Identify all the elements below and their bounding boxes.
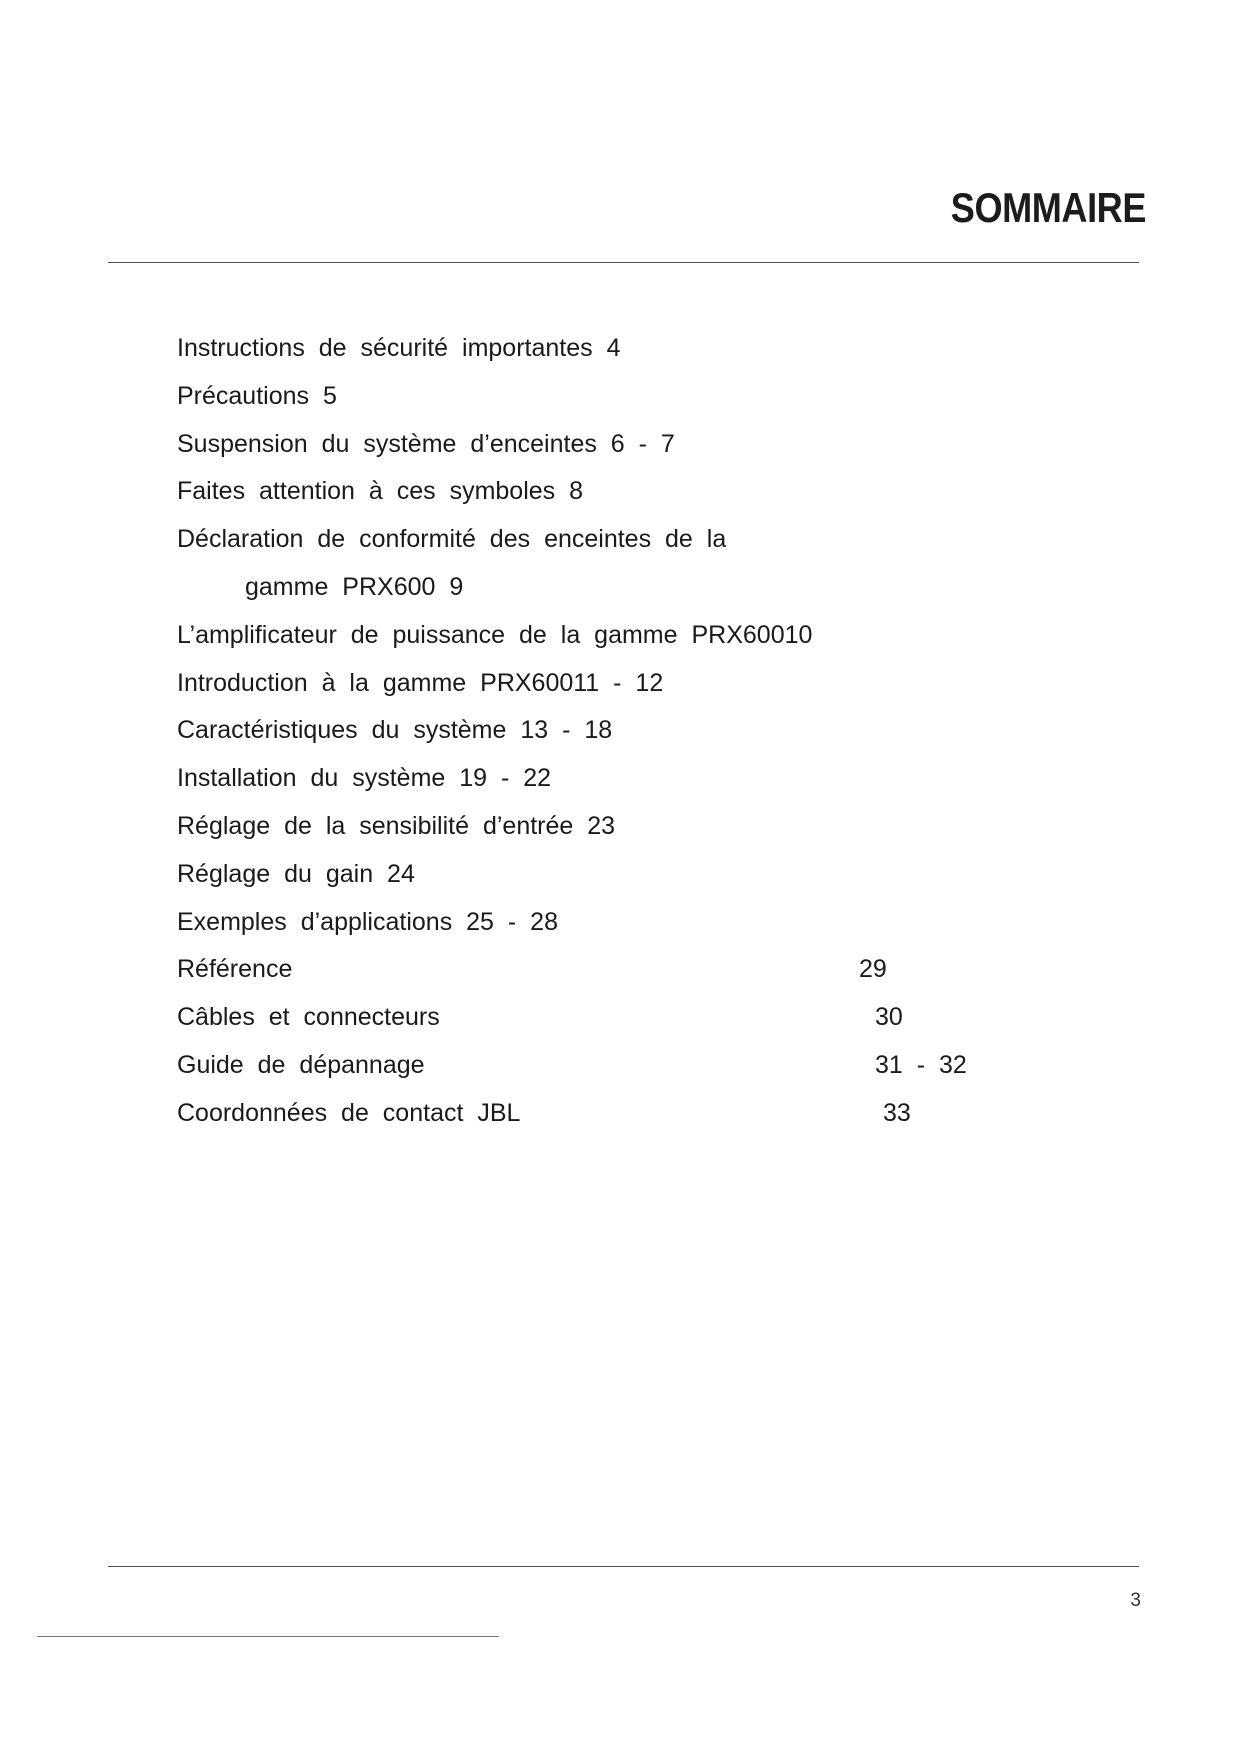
toc-entry (177, 1092, 911, 1140)
toc-entry (177, 948, 887, 996)
toc-entry-title: Référence (177, 955, 293, 984)
toc-entry-title: Guide de dépannage (177, 1050, 425, 1079)
toc-entry: Déclaration de conformité des enceintes de la (177, 525, 727, 554)
toc-entry: Suspension du système d’enceintes 6 - 7 (177, 429, 675, 458)
toc-entry (177, 1044, 967, 1092)
page-number: 3 (1130, 1590, 1141, 1611)
toc-entry: Instructions de sécurité importantes 4 (177, 334, 621, 362)
toc-entry-page: 29 (859, 955, 887, 984)
bottom-divider (108, 1566, 1139, 1567)
toc-entry: Exemples d’applications 25 - 28 (177, 907, 558, 936)
toc-entry-continuation: gamme PRX600 9 (245, 572, 464, 601)
toc-entry: Caractéristiques du système 13 - 18 (177, 716, 613, 745)
toc-entry: Réglage du gain 24 (177, 859, 415, 888)
table-of-contents (177, 327, 967, 1140)
toc-entry: Réglage de la sensibilité d’entrée 23 (177, 811, 616, 840)
toc-entry-page: 31 - 32 (875, 1050, 967, 1079)
toc-entry (177, 996, 903, 1044)
toc-entry: L’amplificateur de puissance de la gamme PRX60010 (177, 620, 813, 649)
top-divider (108, 262, 1139, 263)
toc-entry-title: Coordonnées de contact JBL (177, 1098, 521, 1127)
toc-entry: Faites attention à ces symboles 8 (177, 477, 584, 506)
footer-line (37, 1636, 499, 1637)
page-title: SOMMAIRE (950, 184, 1146, 231)
toc-entry-page: 33 (883, 1098, 911, 1127)
toc-entry-page: 30 (875, 1003, 903, 1032)
toc-entry: Précautions 5 (177, 381, 337, 410)
toc-entry: Installation du système 19 - 22 (177, 764, 552, 793)
toc-entry: Introduction à la gamme PRX60011 - 12 (177, 668, 664, 697)
toc-entry-title: Câbles et connecteurs (177, 1003, 440, 1032)
